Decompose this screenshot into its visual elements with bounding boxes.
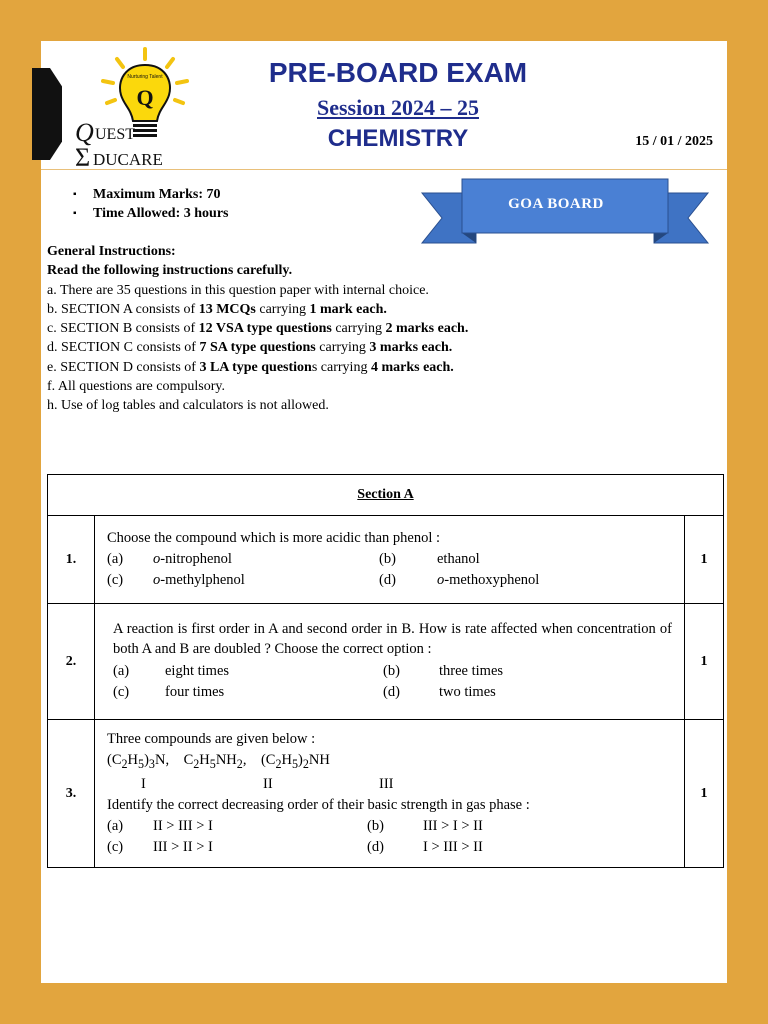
board-label: GOA BOARD xyxy=(508,196,604,212)
header-divider xyxy=(41,169,727,170)
question-text: Choose the compound which is more acidic than phenol : (a) o-nitrophenol (b) ethanol (c) o-methylphenol (d) o-methoxyphenol xyxy=(95,516,685,604)
section-a-heading: Section A xyxy=(48,475,724,516)
table-row xyxy=(48,604,724,720)
instruction-a: a. There are 35 questions in this question paper with internal choice. xyxy=(47,282,429,298)
instruction-e: e. SECTION D consists of 3 LA type questions carrying 4 marks each. xyxy=(47,359,454,375)
question-marks: 1 xyxy=(685,720,724,868)
question-marks: 1 xyxy=(685,516,724,604)
table-row xyxy=(48,720,724,868)
quest-educare-logo xyxy=(73,45,223,175)
exam-title: PRE-BOARD EXAM xyxy=(268,57,528,88)
questions-table xyxy=(47,474,724,868)
logo-side-tab xyxy=(32,68,62,160)
session-label: Session 2024 – 25 xyxy=(317,95,479,120)
general-instructions xyxy=(47,242,697,416)
question-marks: 1 xyxy=(685,604,724,720)
compound-formulas: $(C_2H_5)_3N$, $C_2H_5NH_2$, $(C_2H_5)_2NH$ xyxy=(107,751,330,771)
time-allowed: ▪ Time Allowed: 3 hours xyxy=(73,204,228,223)
instruction-d: d. SECTION C consists of 7 SA type questions carrying 3 marks each. xyxy=(47,340,453,356)
logo-tagline: Nurturing Talent xyxy=(127,74,163,80)
exam-date: 15 / 01 / 2025 xyxy=(635,134,713,149)
table-row xyxy=(48,516,724,604)
svg-text:UEST: UEST xyxy=(95,126,135,143)
question-text: Three compounds are given below : $(C_2H_5)_3N$, $C_2H_5NH_2$, $(C_2H_5)_2NH$ I II III Identify the correct decreasing order of their basic strength in gas phase : (a) II > III > I (b) III > I > II (c) III > II > I (d) I > III > II xyxy=(95,720,685,868)
exam-page xyxy=(41,41,727,983)
instruction-c: c. SECTION B consists of 12 VSA type questions carrying 2 marks each. xyxy=(47,321,469,337)
svg-text:Σ: Σ xyxy=(75,143,91,172)
options-list: (a) eight times (b) three times (c) four times (d) two times xyxy=(113,663,504,700)
max-marks: ▪ Maximum Marks: 70 xyxy=(73,185,228,204)
instruction-b: b. SECTION A consists of 13 MCQs carrying 1 mark each. xyxy=(47,301,387,317)
compound-labels: I II III xyxy=(141,776,394,793)
marks-info xyxy=(73,185,228,223)
svg-text:Q: Q xyxy=(75,118,94,147)
svg-text:DUCARE: DUCARE xyxy=(93,150,163,169)
question-number: 2. xyxy=(48,604,95,720)
question-number: 1. xyxy=(48,516,95,604)
options-list: (a) II > III > I (b) III > I > II (c) III > II > I (d) I > III > II xyxy=(107,818,483,856)
question-number: 3. xyxy=(48,720,95,868)
instructions-subheading: Read the following instructions carefully. xyxy=(47,263,293,279)
instruction-h: h. Use of log tables and calculators is not allowed. xyxy=(47,398,329,414)
question-text: A reaction is first order in A and second order in B. How is rate affected when concentration of both A and B are doubled ? Choose the correct option : (a) eight times (b) three times (c) four times (d) two times xyxy=(95,604,685,720)
options-list: (a) o-nitrophenol (b) ethanol (c) o-methylphenol (d) o-methoxyphenol xyxy=(107,551,540,588)
instruction-f: f. All questions are compulsory. xyxy=(47,379,225,395)
subject-label: CHEMISTRY xyxy=(327,125,469,152)
instructions-heading: General Instructions: xyxy=(47,244,176,259)
svg-text:Q: Q xyxy=(136,85,154,110)
